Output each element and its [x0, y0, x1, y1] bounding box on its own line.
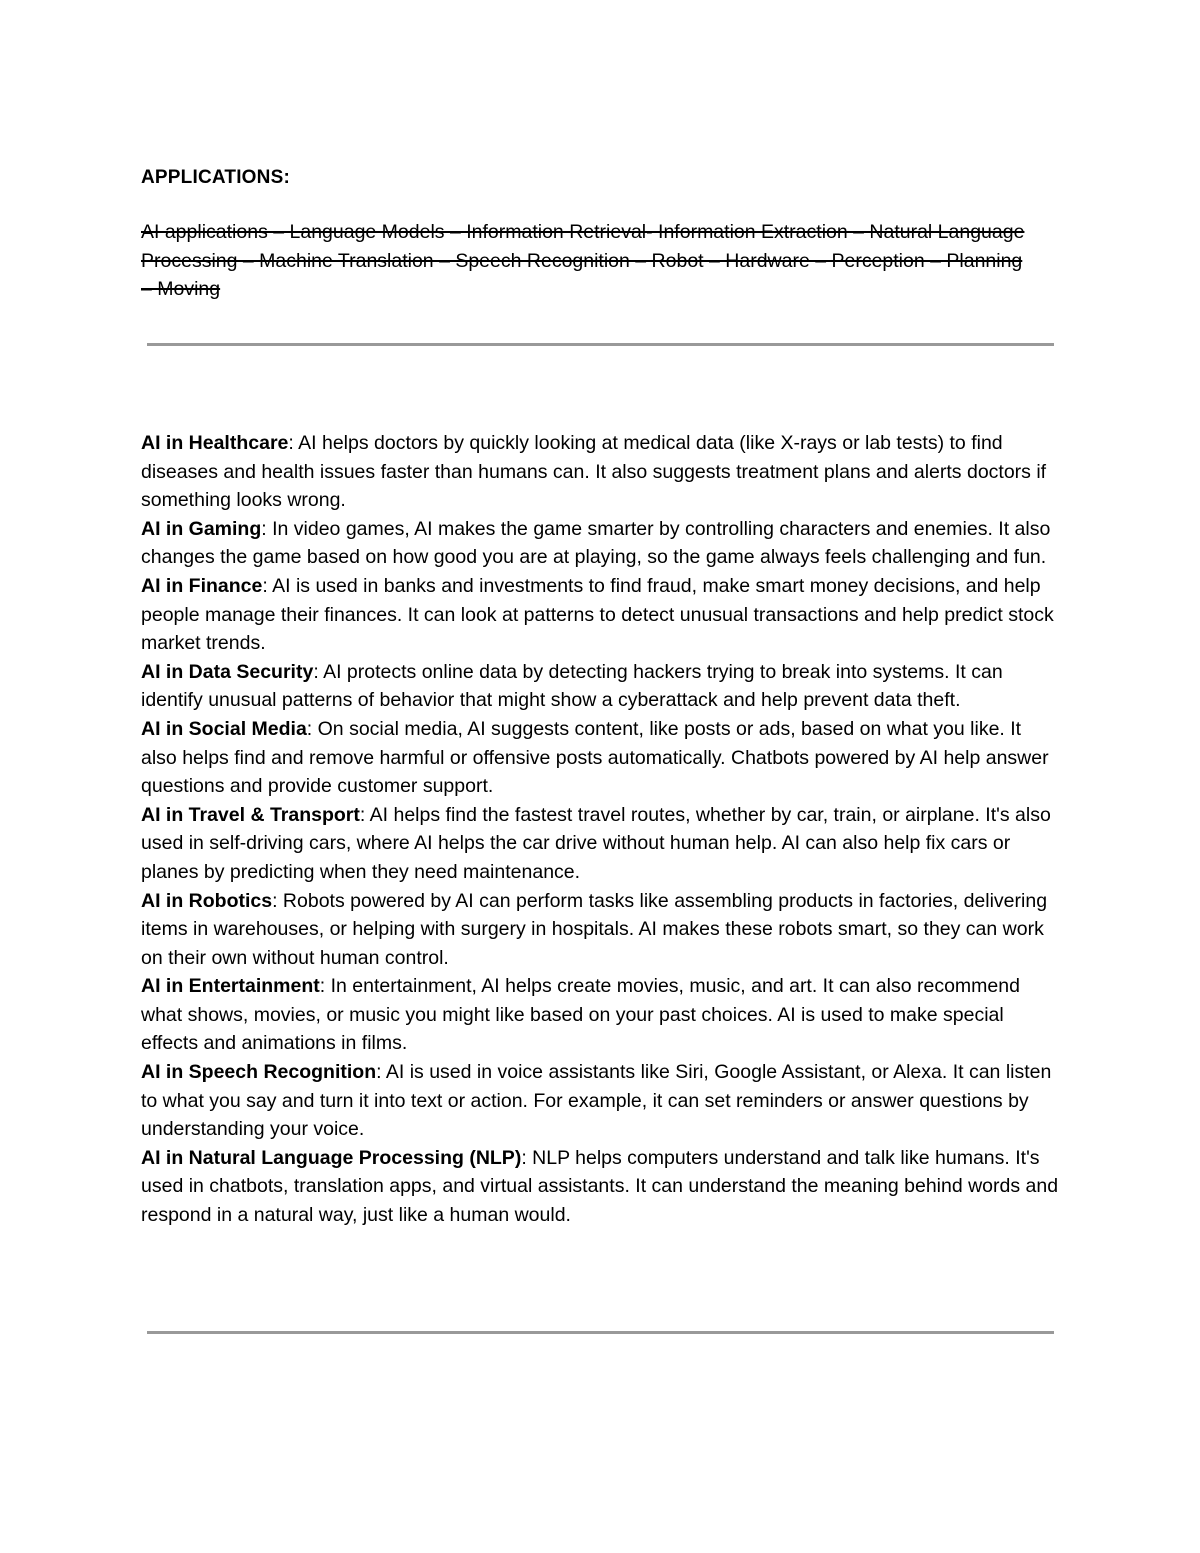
application-entry-social-media	[141, 715, 1061, 801]
entry-text: : AI is used in banks and investments to find fraud, make smart money decisions, and help people manage their finances. It can look at patterns to detect unusual transactions and help predict stock market trends.	[141, 574, 1054, 655]
entry-text: : In entertainment, AI helps create movies, music, and art. It can also recommend what shows, movies, or music you might like based on your past choices. AI is used to make special effects and animations in films.	[141, 975, 1020, 1055]
section-heading: APPLICATIONS:	[141, 167, 290, 188]
entry-text: : On social media, AI suggests content, like posts or ads, based on what you like. It also helps find and remove harmful or offensive posts automatically. Chatbots powered by AI help answer questions and provide customer support.	[141, 717, 1049, 798]
entry-text: : NLP helps computers understand and talk like humans. It's used in chatbots, translation apps, and virtual assistants. It can understand the meaning behind words and respond in a natural way, just like a human would.	[141, 1146, 1059, 1227]
application-entry-robotics	[141, 887, 1061, 973]
application-entry-entertainment	[141, 972, 1061, 1058]
application-entry-travel-transport	[141, 801, 1061, 887]
entry-term: AI in Speech Recognition	[141, 1061, 377, 1084]
applications-list	[141, 429, 1061, 1230]
application-entry-data-security	[141, 658, 1061, 715]
entry-term: AI in Social Media	[141, 717, 307, 740]
entry-term: AI in Healthcare	[141, 432, 289, 454]
struck-through-topic-list: AI applications – Language Models – Information Retrieval- Information Extraction – Natural Language Processing – Machine Translation – Speech Recognition – Robot – Hardware – Perception – Planning – Moving	[141, 221, 1025, 300]
application-entry-nlp	[141, 1144, 1061, 1230]
entry-term: AI in Data Security	[141, 660, 314, 683]
entry-text: : AI is used in voice assistants like Siri, Google Assistant, or Alexa. It can listen to what you say and turn it into text or action. For example, it can set reminders or answer questions by understanding your voice.	[141, 1061, 1052, 1141]
entry-term: AI in Gaming	[141, 517, 262, 540]
horizontal-rule-bottom	[147, 1331, 1054, 1334]
application-entry-healthcare	[141, 429, 1061, 515]
application-entry-finance	[141, 572, 1061, 658]
horizontal-rule-top	[147, 343, 1054, 346]
entry-text: : AI helps find the fastest travel routes, whether by car, train, or airplane. It's also used in self-driving cars, where AI helps the car drive without human help. AI can also help fix cars or planes by predicting when they need maintenance.	[141, 803, 1051, 883]
entry-term: AI in Natural Language Processing (NLP)	[141, 1146, 522, 1169]
entry-text: : Robots powered by AI can perform tasks like assembling products in factories, delivering items in warehouses, or helping with surgery in hospitals. AI makes these robots smart, so they can work on their own without human control.	[141, 889, 1048, 969]
entry-term: AI in Travel & Transport	[141, 803, 360, 826]
entry-text: : In video games, AI makes the game smarter by controlling characters and enemies. It also changes the game based on how good you are at playing, so the game always feels challenging and fun.	[141, 517, 1051, 569]
entry-term: AI in Finance	[141, 574, 263, 597]
application-entry-speech-recognition	[141, 1058, 1061, 1144]
entry-text: : AI protects online data by detecting hackers trying to break into systems. It can identify unusual patterns of behavior that might show a cyberattack and help prevent data theft.	[141, 660, 1003, 712]
entry-term: AI in Entertainment	[141, 975, 320, 998]
entry-text: : AI helps doctors by quickly looking at medical data (like X-rays or lab tests) to find diseases and health issues faster than humans can. It also suggests treatment plans and alerts doctors if something looks wrong.	[141, 432, 1047, 512]
application-entry-gaming	[141, 515, 1061, 572]
entry-term: AI in Robotics	[141, 889, 273, 912]
